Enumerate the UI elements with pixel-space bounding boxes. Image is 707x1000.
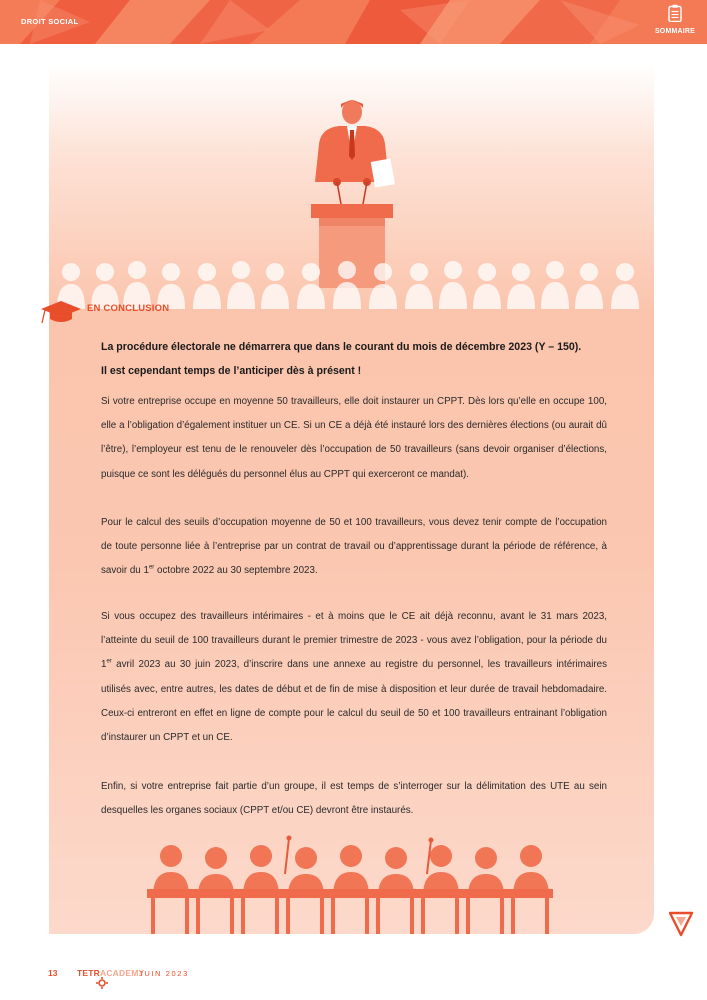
paragraph-3: Si vous occupez des travailleurs intérimaires - et à moins que le CE ait déjà reconnu, avant le 31 mars 2023, l’atteinte du seuil de 100 travailleurs durant le premier trimestre de 2023 - vous avez l’obligation, pour la période du 1er avril 2023 au 30 juin 2023, d’inscrire dans une annexe au registre du personnel, les travailleurs intérimaires utilisés avec, entre autres, les dates de début et de fin de mise à disposition et leur durée de travail hebdomadaire. Ceux-ci entreront en effet en ligne de compte pour le calcul du seuil de 50 et 100 travailleurs entrainant l’obligation d’instaurer un CPPT et un CE. bbox=[101, 611, 607, 744]
paragraph-1: Si votre entreprise occupe en moyenne 50 travailleurs, elle doit instaurer un CPPT. Dès lors qu’elle en occupe 100, elle a l’obligation d’également instituer un CE. Si un CE a déjà été instauré lors des dernières élections (ou aurait dû l’être), l’employeur est tenu de le renouveler dès l’occupation de 50 travailleurs (sans devoir organiser d’élections, puisque ce sont les délégués du personnel élus au CPPT qui exerceront ce mandat). bbox=[101, 396, 607, 480]
lead-line-2: Il est cependant temps de l’anticiper dès à présent ! bbox=[101, 365, 362, 377]
header-banner bbox=[0, 0, 707, 44]
graduation-cap-icon bbox=[37, 299, 81, 325]
header-pattern bbox=[0, 0, 707, 44]
sommaire-label: SOMMAIRE bbox=[654, 28, 696, 35]
gear-icon bbox=[95, 977, 109, 989]
lead-line-1: La procédure électorale ne démarrera que dans le courant du mois de décembre 2023 (Y – 150). bbox=[101, 341, 582, 353]
audience-row bbox=[57, 261, 639, 309]
clipboard-icon bbox=[668, 4, 682, 22]
sommaire-button[interactable] bbox=[649, 4, 701, 35]
conclusion-heading: EN CONCLUSION bbox=[87, 303, 170, 314]
paragraph-2: Pour le calcul des seuils d’occupation moyenne de 50 et 100 travailleurs, vous devez tenir compte de l’occupation de toute personne liée à l’entreprise par un contrat de travail ou d’apprentissage durant la période de référence, à savoir du 1er octobre 2022 au 30 septembre 2023. bbox=[101, 517, 607, 577]
section-label: DROIT SOCIAL bbox=[21, 17, 79, 26]
page-number: 13 bbox=[48, 968, 58, 978]
brand-v-icon bbox=[669, 911, 693, 937]
speaker-figure bbox=[315, 100, 395, 204]
seated-audience bbox=[147, 836, 553, 935]
brand-logo: TETRACADEMY bbox=[77, 968, 145, 978]
lead-text bbox=[101, 335, 611, 383]
speaker-illustration bbox=[49, 64, 654, 309]
audience-illustration bbox=[49, 834, 654, 934]
issue-date: JUIN 2023 bbox=[139, 969, 189, 978]
paragraph-4: Enfin, si votre entreprise fait partie d’un groupe, il est temps de s’interroger sur la délimitation des UTE au sein desquelles les organes sociaux (CPPT et/ou CE) devront être instaurés. bbox=[101, 781, 607, 817]
